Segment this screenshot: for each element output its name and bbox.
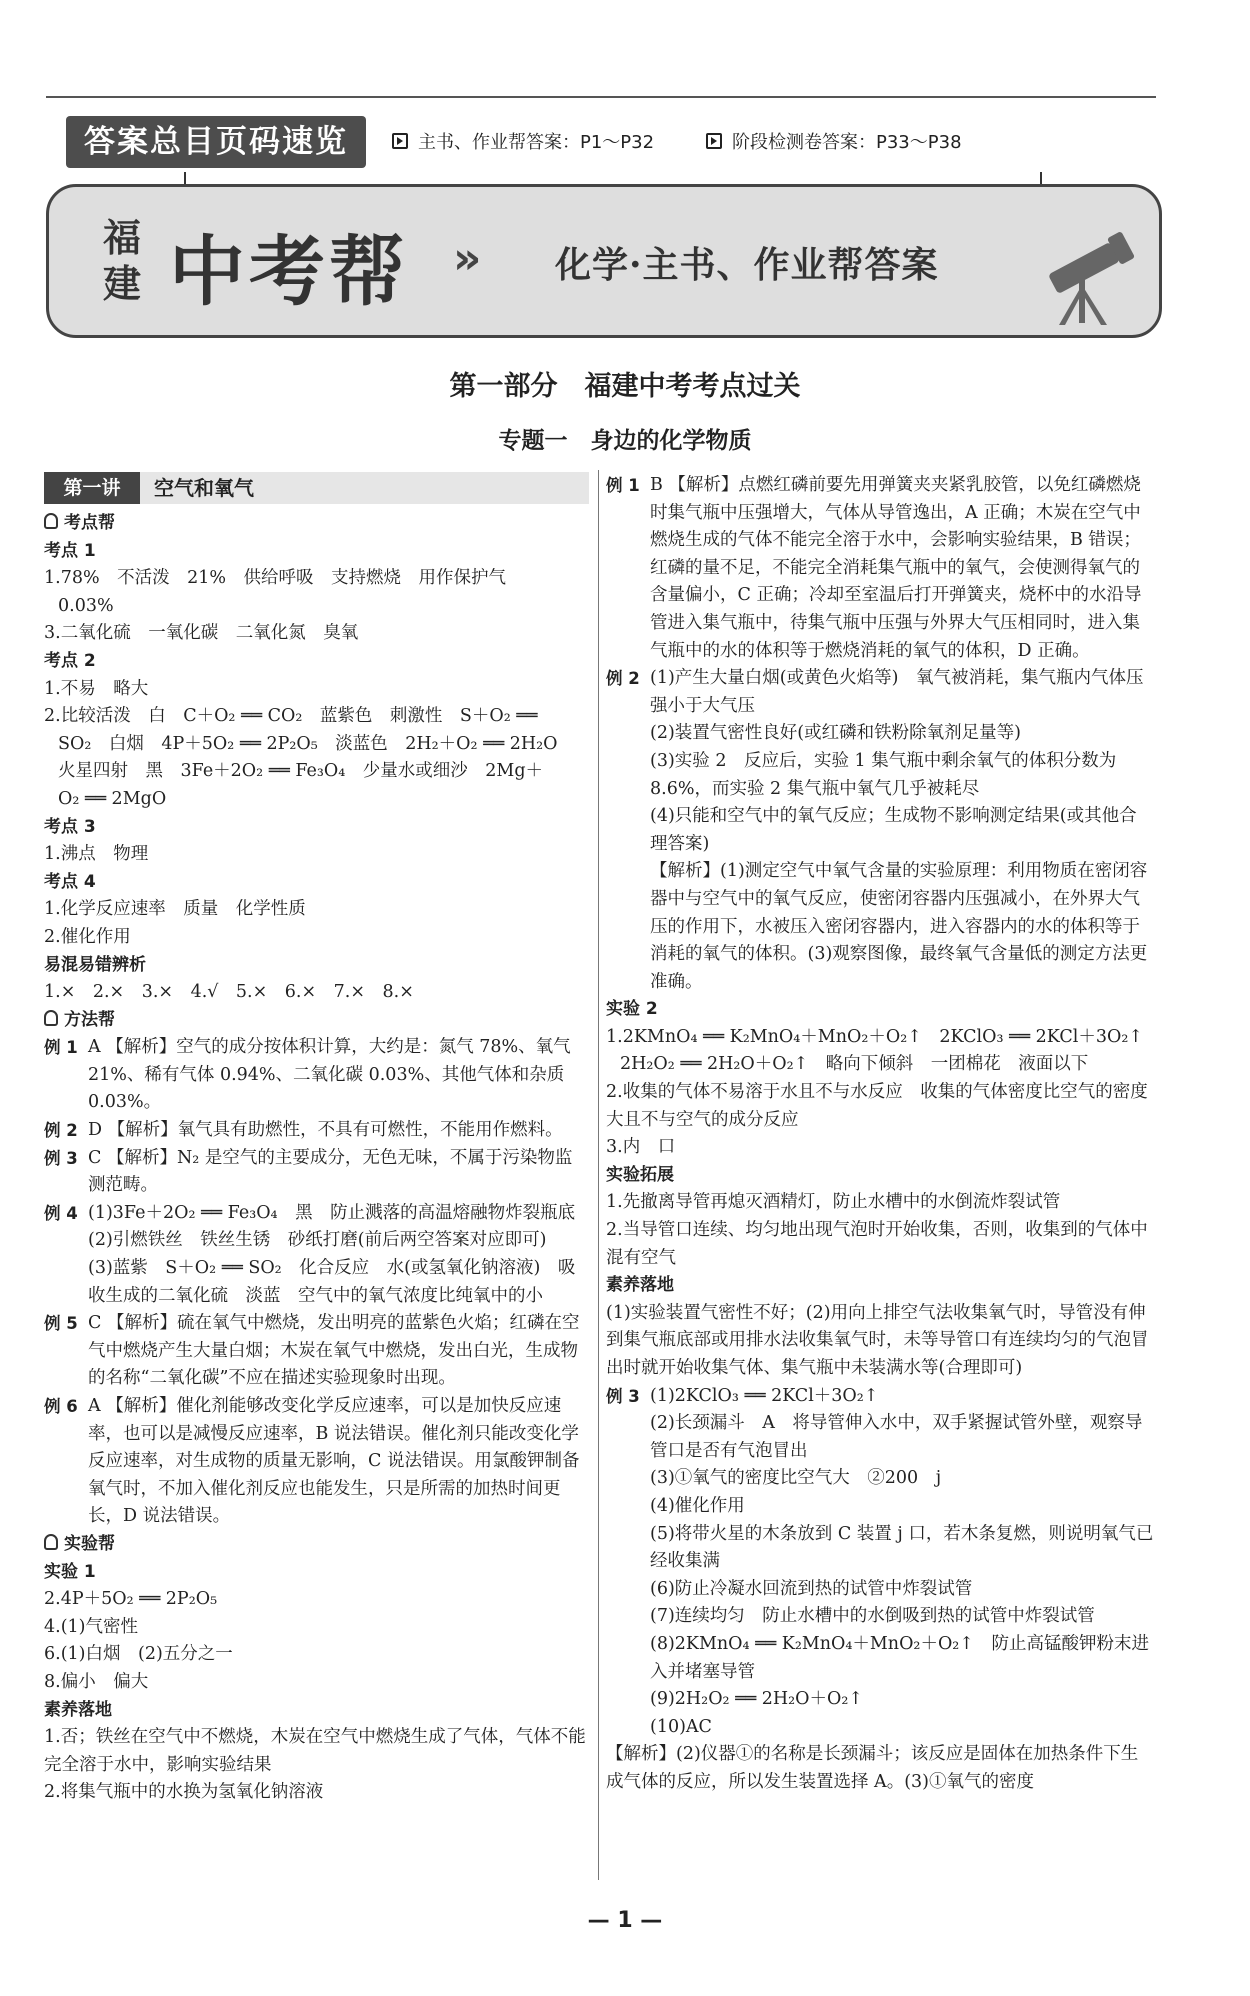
answer-line: 1.不易 略大 [44,678,149,699]
kaodian-heading: 考点 1 [44,540,96,561]
answer-line: 0.03% [58,595,114,616]
lecture-header [44,472,589,504]
literacy-heading: 素养落地 [44,1699,112,1720]
answer-line: 2.当导管口连续、均匀地出现气泡时开始收集，否则，收集到的气体中混有空气 [606,1220,1148,1268]
answer-line: 火星四射 黑 3Fe＋2O₂ ══ Fe₃O₄ 少量水或细沙 2Mg＋ [58,761,544,782]
example-item: 例 3 C 【解析】N₂ 是空气的主要成分，无色无味，不属于污染物监测范畴。 [44,1147,573,1196]
answer-line: (3)蓝紫 S＋O₂ ══ SO₂ 化合反应 水(或氢氧化钠溶液) 吸收生成的二氧化硫 淡蓝 空气中的氧气浓度比纯氧中的小 [88,1258,576,1306]
answer-line: (3)①氧气的密度比空气大 ②200 j [650,1468,942,1489]
topic-title: 专题一 身边的化学物质 [498,428,752,454]
experiment-heading: 实验 2 [606,999,658,1020]
example-item: 例 2 D 【解析】氧气具有助燃性，不具有可燃性，不能用作燃料。 [44,1120,563,1141]
telescope-icon [1029,227,1139,327]
example-item: 例 4 (1)3Fe＋2O₂ ══ Fe₃O₄ 黑 防止溅落的高温熔融物炸裂瓶底 [44,1202,576,1223]
extension-heading: 实验拓展 [606,1164,674,1185]
analysis-text: 【解析】(2)仪器①的名称是长颈漏斗；该反应是固体在加热条件下生成气体的反应，所以发生装置选择 A。(3)①氧气的密度 [606,1744,1139,1792]
left-column [44,472,589,1807]
example-item: 例 1 A 【解析】空气的成分按体积计算，大约是：氮气 78%、氧气 21%、稀有气体 0.94%、二氧化碳 0.03%、其他气体和杂质 0.03%。 [44,1037,571,1113]
experiment-heading: 实验 1 [44,1561,96,1582]
analysis-text: 【解析】(1)测定空气中氧气含量的实验原理：利用物质在密闭容器中与空气中的氧气反应，使密闭容器内压强减小，在外界大气压的作用下，水被压入密闭容器内，进入容器内的水的体积等于消耗的氧气的体积。(3)观察图像，最终氧气含量低的测定方法更准确。 [650,861,1148,992]
answer-line: (5)将带火星的木条放到 C 装置 j 口，若木条复燃，则说明氧气已经收集满 [650,1523,1154,1572]
answer-line: (9)2H₂O₂ ══ 2H₂O＋O₂↑ [650,1689,864,1710]
column-divider [598,470,599,1880]
answer-line: 6.(1)白烟 (2)五分之一 [44,1644,233,1665]
quick-index-item-main: 主书、作业帮答案：P1～P32 [392,128,654,154]
answer-line: (4)催化作用 [650,1495,745,1516]
answer-line: 1.2KMnO₄ ══ K₂MnO₄＋MnO₂＋O₂↑ 2KClO₃ ══ 2KCl＋3O₂↑ [606,1026,1144,1047]
lightbulb-icon [44,1010,58,1026]
answer-line: SO₂ 白烟 4P＋5O₂ ══ 2P₂O₅ 淡蓝色 2H₂＋O₂ ══ 2H₂O [58,733,558,754]
answer-line: (4)只能和空气中的氧气反应；生成物不影响测定结果(或其他合理答案) [650,806,1137,854]
answer-line: (2)装置气密性良好(或红磷和铁粉除氧剂足量等) [650,723,1021,744]
chevron-icon: » [453,233,482,284]
example-item: 例 2 (1)产生大量白烟(或黄色火焰等) 氧气被消耗，集气瓶内气体压强小于大气压 [606,668,1144,716]
example-item: 例 1 B 【解析】点燃红磷前要先用弹簧夹夹紧乳胶管，以免红磷燃烧时集气瓶中压强增大，气体从导管逸出，A 正确；木炭在空气中燃烧生成的气体不能完全溶于水中，会影响实验结果，B 错误；红磷的量不足，不能完全消耗集气瓶中的氧气，会使测得氧气的含量偏小，C 正确；冷却至室温后打开弹簧夹，烧杯中的水沿导管进入集气瓶中，待集气瓶中压强与外界大气压相同时，进入集气瓶中的水的体积等于燃烧消耗的氧气的体积，D 正确。 [606,475,1142,661]
kaodian-heading: 考点 4 [44,871,96,892]
lightbulb-icon [44,513,58,529]
answer-line: 2H₂O₂ ══ 2H₂O＋O₂↑ 略向下倾斜 一团棉花 液面以下 [620,1054,1089,1075]
answer-line: 1.否；铁丝在空气中不燃烧，木炭在空气中燃烧生成了气体，气体不能完全溶于水中，影响实验结果 [44,1727,586,1775]
answer-line: (1)实验装置气密性不好；(2)用向上排空气法收集氧气时，导管没有伸到集气瓶底部或用排水法收集氧气时，未等导管口有连续均匀的气泡冒出时就开始收集气体、集气瓶中未装满水等(合理即可) [606,1302,1149,1378]
part-title: 第一部分 福建中考考点过关 [449,371,801,402]
section-heading: 实验帮 [44,1531,589,1559]
section-heading: 方法帮 [44,1007,589,1035]
answer-line: 1.先撤离导管再熄灭酒精灯，防止水槽中的水倒流炸裂试管 [606,1192,1061,1213]
lightbulb-icon [44,1534,58,1550]
play-icon [392,133,408,149]
lecture-badge: 第一讲 [44,472,140,504]
answer-line: (2)引燃铁丝 铁丝生锈 砂纸打磨(前后两空答案对应即可) [88,1230,547,1251]
page-number: — 1 — [587,1908,663,1933]
answer-line: 2.4P＋5O₂ ══ 2P₂O₅ [44,1589,218,1610]
answer-line: 3.内 口 [606,1137,676,1158]
answer-line: 3.二氧化硫 一氧化碳 二氧化氮 臭氧 [44,623,359,644]
answer-line: 2.比较活泼 白 C＋O₂ ══ CO₂ 蓝紫色 刺激性 S＋O₂ ══ [44,706,538,727]
answer-line: O₂ ══ 2MgO [58,788,167,809]
answer-line: 1.化学反应速率 质量 化学性质 [44,899,306,920]
region-label: 福建 [103,215,142,306]
quick-index-label: 答案总目页码速览 [66,116,366,168]
answer-line: (3)实验 2 反应后，实验 1 集气瓶中剩余氧气的体积分数为 8.6%，而实验 2 集气瓶中氧气几乎被耗尽 [650,750,1117,799]
example-item: 例 3 (1)2KClO₃ ══ 2KCl＋3O₂↑ [606,1385,879,1406]
kaodian-heading: 考点 3 [44,816,96,837]
quick-index-item-test: 阶段检测卷答案：P33～P38 [706,128,962,154]
confusion-heading: 易混易错辨析 [44,954,146,975]
play-icon [706,133,722,149]
lecture-title: 空气和氧气 [154,476,254,500]
answer-line: 8.偏小 偏大 [44,1671,149,1692]
example-item: 例 5 C 【解析】硫在氧气中燃烧，发出明亮的蓝紫色火焰；红磷在空气中燃烧产生大量白烟；木炭在氧气中燃烧，发出白光，生成物的名称“二氧化碳”不应在描述实验现象时出现。 [44,1313,580,1389]
brand-title: 中考帮 [169,227,409,316]
answer-line: 1.沸点 物理 [44,844,149,865]
answer-line: 2.将集气瓶中的水换为氢氧化钠溶液 [44,1782,324,1803]
subject-title: 化学·主书、作业帮答案 [555,244,939,286]
kaodian-heading: 考点 2 [44,650,96,671]
section-heading: 考点帮 [44,510,589,538]
literacy-heading: 素养落地 [606,1275,674,1296]
title-banner [46,184,1162,338]
answer-line: 1.78% 不活泼 21% 供给呼吸 支持燃烧 用作保护气 [44,568,506,589]
answer-line: (2)长颈漏斗 A 将导管伸入水中，双手紧握试管外壁，观察导管口是否有气泡冒出 [650,1413,1143,1461]
example-item: 例 6 A 【解析】催化剂能够改变化学反应速率，可以是加快反应速率，也可以是减慢反应速率，B 说法错误。催化剂只能改变化学反应速率，对生成物的质量无影响，C 说法错误。用氯酸钾制备氧气时，不加入催化剂反应也能发生，只是所需的加热时间更长，D 说法错误。 [44,1396,580,1527]
answer-line: 2.收集的气体不易溶于水且不与水反应 收集的气体密度比空气的密度大且不与空气的成分反应 [606,1082,1148,1130]
answer-line: 1.× 2.× 3.× 4.√ 5.× 6.× 7.× 8.× [44,982,414,1003]
answer-line: (10)AC [650,1716,712,1737]
top-rule [46,96,1156,98]
answer-line: (6)防止冷凝水回流到热的试管中炸裂试管 [650,1578,973,1599]
answer-line: 2.催化作用 [44,926,131,947]
answer-line: 4.(1)气密性 [44,1616,138,1637]
right-column [606,472,1154,1797]
answer-line: (8)2KMnO₄ ══ K₂MnO₄＋MnO₂＋O₂↑ 防止高锰酸钾粉末进入并堵塞导管 [650,1633,1149,1682]
answer-line: (7)连续均匀 防止水槽中的水倒吸到热的试管中炸裂试管 [650,1606,1095,1627]
